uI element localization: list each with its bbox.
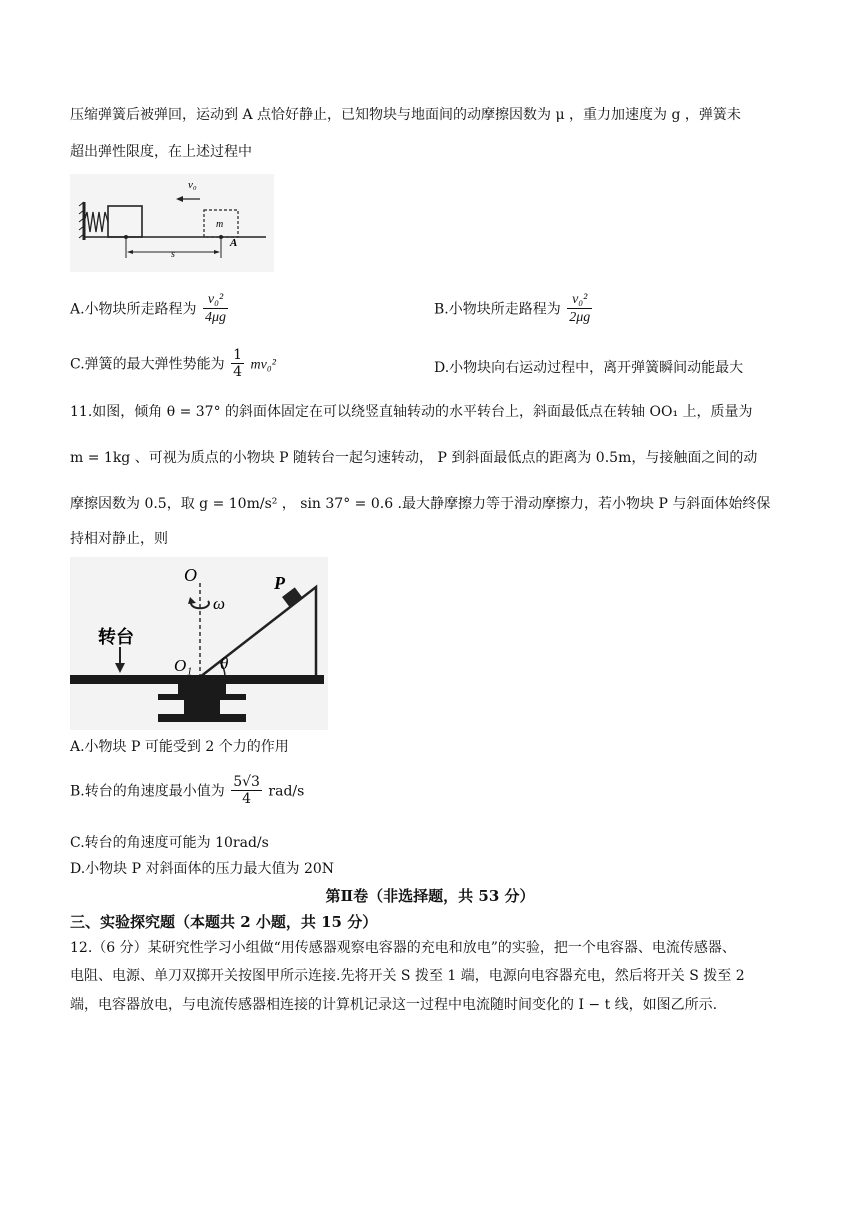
label-A: A — [230, 237, 238, 249]
label-theta: θ — [220, 654, 229, 673]
q10-option-a-denominator: 4μg — [205, 310, 227, 326]
turntable-incline-figure — [70, 557, 328, 730]
spring-block-figure — [70, 174, 274, 272]
q10-option-b-text: B.小物块所走路程为 — [434, 301, 561, 318]
q12-text-line3: 端，电容器放电，与电流传感器相连接的计算机记录这一过程中电流随时间变化的 I − t 线，如图乙所示. — [70, 997, 718, 1013]
q10-option-c — [70, 347, 276, 382]
q10-option-b-denominator: 2μg — [569, 310, 591, 326]
label-turntable: 转台 — [98, 627, 134, 648]
label-omega: ω — [213, 594, 226, 613]
q10-option-c-denominator: 4 — [233, 364, 243, 381]
q11-option-b — [70, 774, 304, 809]
section-2-title: 第Ⅱ卷（非选择题，共 53 分） — [325, 887, 535, 905]
q11-option-a: A.小物块 P 可能受到 2 个力的作用 — [70, 739, 289, 755]
q10-option-d: D.小物块向右运动过程中，离开弹簧瞬间动能最大 — [434, 360, 744, 376]
q10-option-a — [70, 292, 230, 327]
section-3-title: 三、实验探究题（本题共 2 小题，共 15 分） — [70, 913, 378, 931]
q11-text-line3: 摩擦因数为 0.5，取 g = 10m/s² ， sin 37° = 0.6 .最大静摩擦力等于滑动摩擦力，若小物块 P 与斜面体始终保 — [70, 496, 771, 512]
q11-option-b-unit: rad/s — [268, 783, 305, 800]
q10-option-c-text: C.弹簧的最大弹性势能为 — [70, 356, 225, 373]
q10-option-b — [434, 292, 594, 327]
q10-text-line2: 超出弹性限度，在上述过程中 — [70, 144, 252, 160]
q10-option-a-text: A.小物块所走路程为 — [70, 301, 197, 318]
label-s: s — [171, 249, 175, 260]
q11-text-line2: m = 1kg 、可视为质点的小物块 P 随转台一起匀速转动， P 到斜面最低点的距离为 0.5m，与接触面之间的动 — [70, 450, 758, 466]
q12-text-line1: 12.（6 分）某研究性学习小组做“用传感器观察电容器的充电和放电”的实验，把一个电容器、电流传感器、 — [70, 940, 736, 956]
label-P: P — [274, 573, 285, 593]
q10-option-c-numerator: 1 — [233, 347, 243, 363]
q10-option-c-tail: mv₀² — [250, 357, 276, 373]
q11-text-line4: 持相对静止，则 — [70, 531, 168, 547]
q11-option-d: D.小物块 P 对斜面体的压力最大值为 20N — [70, 861, 335, 877]
q11-option-b-numerator: 5√3 — [233, 774, 260, 790]
label-O: O — [184, 565, 197, 585]
q12-text-line2: 电阻、电源、单刀双掷开关按图甲所示连接.先将开关 S 拨至 1 端，电源向电容器充电，然后将开关 S 拨至 2 — [70, 968, 745, 984]
q11-text-line1: 11.如图，倾角 θ = 37° 的斜面体固定在可以绕竖直轴转动的水平转台上，斜面最低点在转轴 OO₁ 上，质量为 — [70, 404, 753, 420]
q10-text-line1: 压缩弹簧后被弹回，运动到 A 点恰好静止，已知物块与地面间的动摩擦因数为 μ ，重力加速度为 g ，弹簧未 — [70, 107, 741, 123]
q10-option-b-numerator: v₀² — [567, 292, 592, 309]
q11-option-b-denominator: 4 — [242, 791, 252, 808]
q11-option-c: C.转台的角速度可能为 10rad/s — [70, 835, 269, 851]
label-v0: v₀ — [188, 179, 197, 191]
label-m: m — [216, 219, 224, 230]
q11-option-b-text: B.转台的角速度最小值为 — [70, 783, 225, 800]
label-O1: O₁ — [174, 656, 193, 675]
q10-option-a-numerator: v₀² — [203, 292, 228, 309]
